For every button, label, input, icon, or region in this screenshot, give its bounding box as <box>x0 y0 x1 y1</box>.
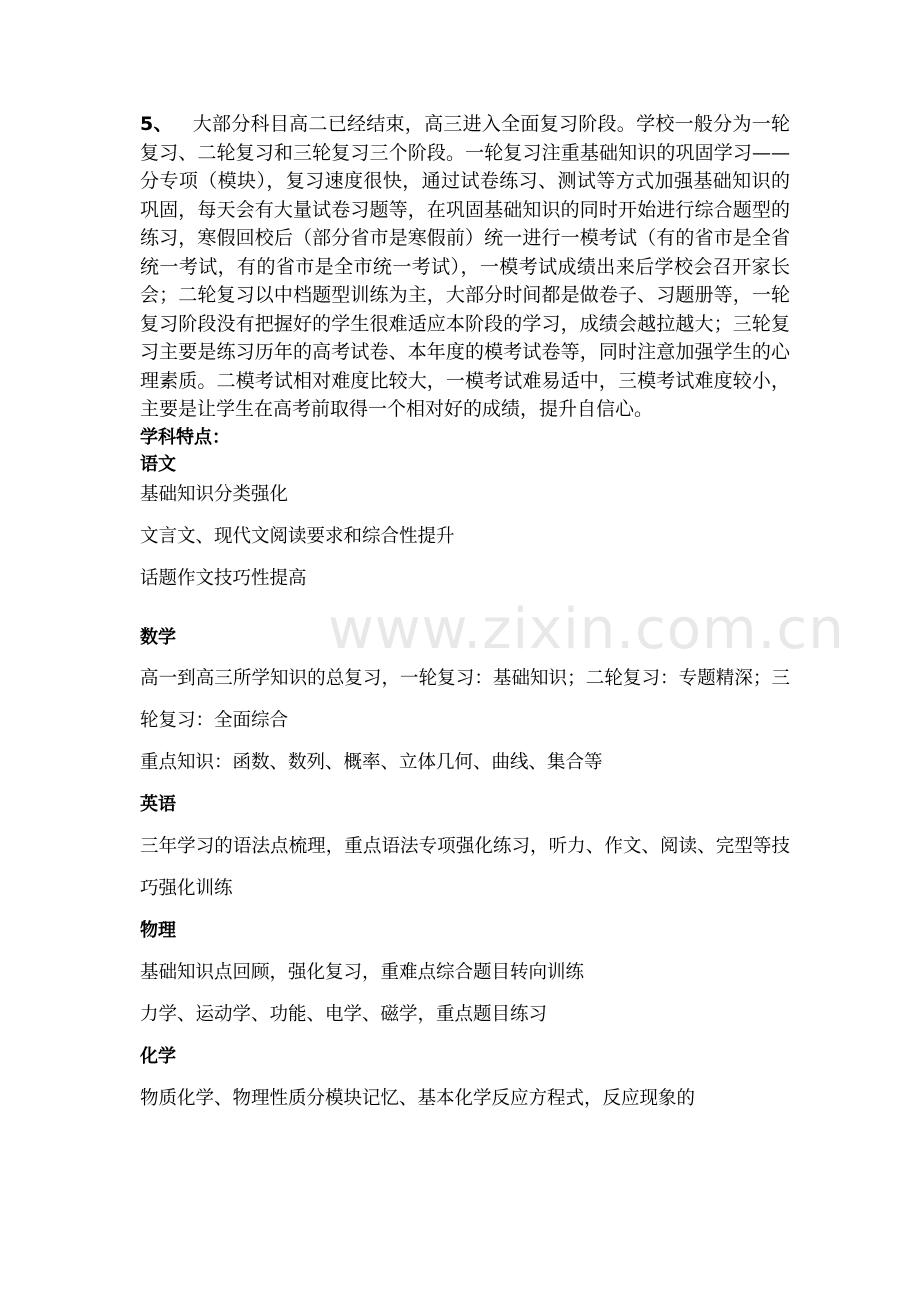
subject-name-physics: 物理 <box>140 919 176 941</box>
intro-text: 大部分科目高二已经结束，高三进入全面复习阶段。学校一般分为一轮复习、二轮复习和三轮复习三个阶段。一轮复习注重基础知识的巩固学习——分专项（模块），复习速度很快，通过试卷练习、测试等方式加强基础知识的巩固，每天会有大量试卷习题等，在巩固基础知识的同时开始进行综合题型的练习，寒假回校后（部分省市是寒假前）统一进行一模考试（有的省市是全省统一考试，有的省市是全市统一考试），一模考试成绩出来后学校会召开家长会；二轮复习以中档题型训练为主，大部分时间都是做卷子、习题册等，一轮复习阶段没有把握好的学生很难适应本阶段的学习，成绩会越拉越大；三轮复习主要是练习历年的高考试卷、本年度的模考试卷等，同时注意加强学生的心理素质。二模考试相对难度比较大，一模考试难易适中，三模考试难度较小，主要是让学生在高考前取得一个相对好的成绩，提升自信心。 <box>140 113 790 420</box>
subject-item: 高一到高三所学知识的总复习，一轮复习：基础知识；二轮复习：专题精深；三轮复习：全面综合 <box>140 667 790 731</box>
subject-item: 文言文、现代文阅读要求和综合性提升 <box>140 525 455 547</box>
intro-paragraph <box>140 110 790 424</box>
subject-item: 三年学习的语法点梳理，重点语法专项强化练习，听力、作文、阅读、完型等技巧强化训练 <box>140 835 790 899</box>
subject-item: 话题作文技巧性提高 <box>140 567 307 589</box>
subject-item: 力学、运动学、功能、电学、磁学，重点题目练习 <box>140 1003 548 1025</box>
subject-name-math: 数学 <box>140 626 176 648</box>
subject-item: 基础知识点回顾，强化复习，重难点综合题目转向训练 <box>140 961 585 983</box>
subject-item: 重点知识：函数、数列、概率、立体几何、曲线、集合等 <box>140 751 603 773</box>
features-heading: 学科特点： <box>140 426 230 448</box>
subject-name-chinese: 语文 <box>140 453 176 475</box>
subject-name-chemistry: 化学 <box>140 1045 176 1067</box>
watermark: www.zixin.com.cn <box>328 597 845 662</box>
document-page <box>140 110 790 1120</box>
subject-name-english: 英语 <box>140 793 176 815</box>
subject-item: 基础知识分类强化 <box>140 483 289 505</box>
intro-number: 5、 <box>140 113 173 135</box>
subject-item: 物质化学、物理性质分模块记忆、基本化学反应方程式，反应现象的 <box>140 1087 696 1109</box>
